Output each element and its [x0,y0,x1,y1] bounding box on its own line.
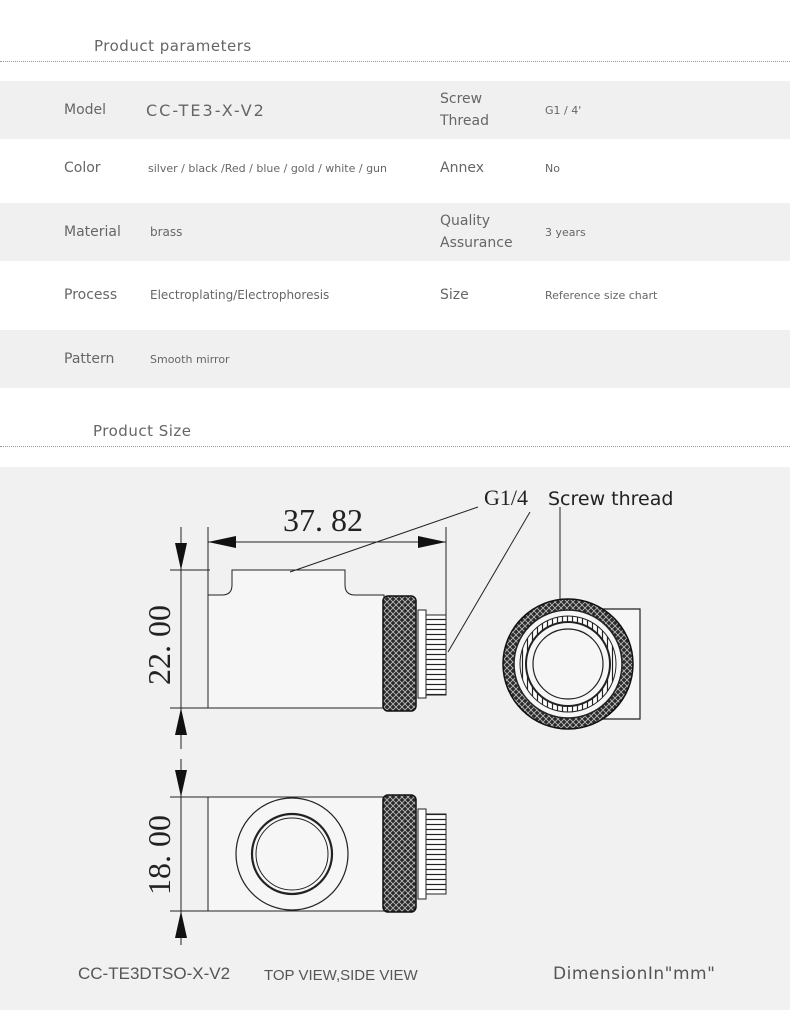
param-label-pattern: Pattern [64,351,115,367]
param-value-color: silver / black /Red / blue / gold / white / gun [148,161,387,175]
param-label-size: Size [440,287,469,303]
thread-label-text: Screw thread [548,488,674,510]
param-label-quality [440,203,520,261]
param-value-process: Electroplating/Electrophoresis [150,288,330,302]
fitting-body-top [208,797,384,911]
param-label-annex: Annex [440,160,484,176]
param-row-color [0,139,790,197]
param-label-model: Model [64,102,107,118]
param-row-process [0,266,790,324]
param-row-model [0,81,790,139]
param-value-material: brass [150,225,183,239]
thread-code-text: G1/4 [484,485,528,510]
dim-width-text: 18. 00 [141,815,177,895]
param-value-size: Reference size chart [545,288,658,302]
dim-length-text: 37. 82 [283,502,363,538]
screw-label-text: Screw Thread [440,91,489,129]
caption-model: CC-TE3DTSO-X-V2 [78,964,231,983]
param-value-model: CC-TE3-X-V2 [146,100,266,120]
divider [0,61,790,62]
fitting-body-front [208,570,384,708]
knurled-nut-front [383,596,416,711]
section-title-size: Product Size [93,422,192,440]
divider [0,446,790,447]
param-label-screw-thread [440,81,520,139]
param-label-process: Process [64,287,118,303]
param-label-material: Material [64,224,121,240]
technical-drawing [0,467,790,1010]
knurled-nut-top [383,795,416,912]
fitting-end-view [503,599,640,729]
dim-height-text: 22. 00 [141,605,177,685]
thread-rings-top [426,814,446,894]
quality-label-text: Quality Assurance [440,213,513,251]
param-value-screw-thread: G1 / 4' [545,103,582,117]
caption-units: DimensionIn"mm" [553,964,716,984]
drawing-canvas [0,467,790,1010]
param-label-color: Color [64,160,101,176]
thread-rings-front [426,615,446,695]
param-row-pattern [0,330,790,388]
param-row-material [0,203,790,261]
caption-views: TOP VIEW,SIDE VIEW [264,967,418,984]
param-value-annex: No [545,161,560,175]
param-value-quality: 3 years [545,225,586,239]
section-title-parameters: Product parameters [94,37,252,55]
thread-front [418,610,426,698]
thread-top [418,809,426,899]
param-value-pattern: Smooth mirror [150,352,230,366]
